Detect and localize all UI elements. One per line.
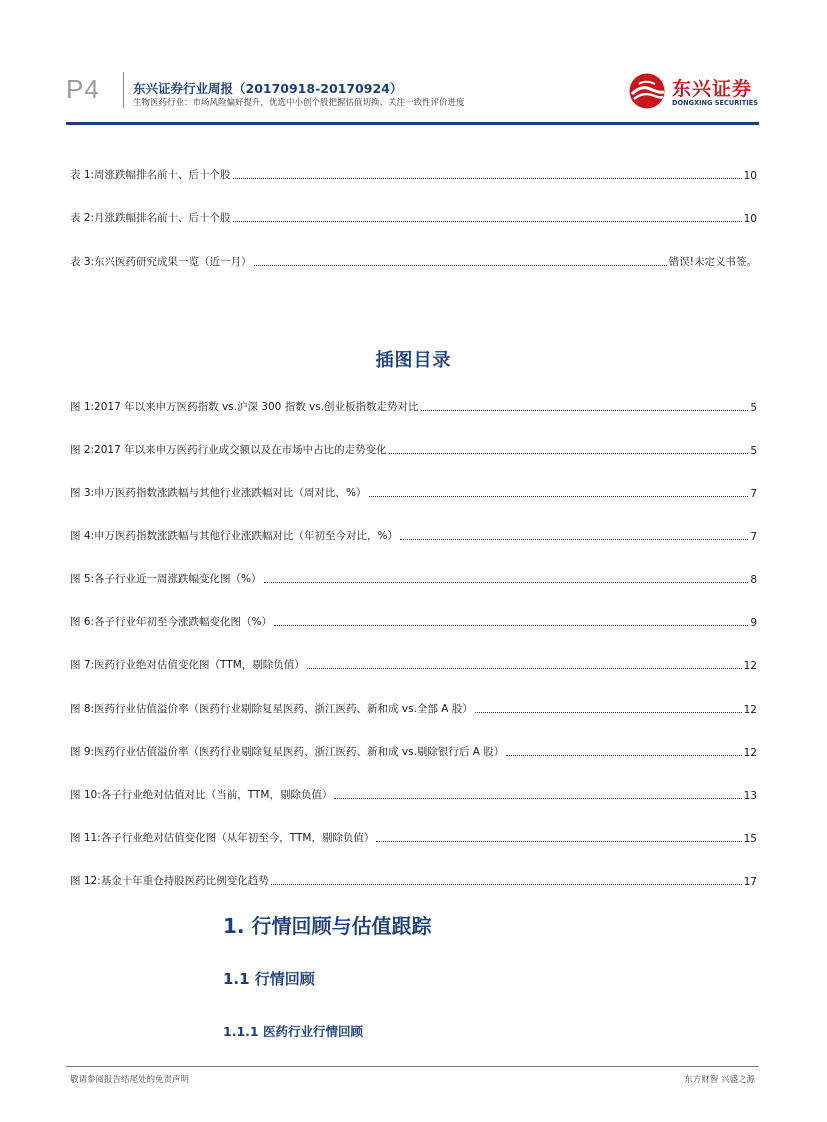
toc-entry-page: 15 <box>743 833 757 845</box>
logo-chinese-name: 东兴证券 <box>672 78 753 100</box>
toc-leader <box>475 712 742 713</box>
toc-figure-entry[interactable] <box>70 743 757 759</box>
toc-figure-entry[interactable] <box>70 527 757 543</box>
toc-leader <box>421 410 749 411</box>
toc-entry-page: 12 <box>743 704 757 716</box>
toc-entry-page: 10 <box>743 213 757 225</box>
toc-figure-entry[interactable] <box>70 613 757 629</box>
toc-table-entry[interactable] <box>70 166 757 182</box>
toc-entry-text: 表 3:东兴医药研究成果一览（近一月） <box>70 256 252 268</box>
toc-entry-text: 图 9:医药行业估值溢价率（医药行业剔除复星医药、浙江医药、新和成 vs.剔除银行后 A 股） <box>70 746 505 758</box>
logo-english-name: DONGXING SECURITIES <box>672 99 758 107</box>
heading-level-1: 1. 行情回顾与估值跟踪 <box>223 914 432 938</box>
toc-leader <box>376 841 741 842</box>
toc-entry-page: 5 <box>750 402 757 414</box>
toc-leader <box>506 755 741 756</box>
toc-entry-page: 12 <box>743 660 757 672</box>
toc-figure-entry[interactable] <box>70 872 757 888</box>
toc-leader <box>400 539 748 540</box>
toc-figure-entry[interactable] <box>70 484 757 500</box>
toc-entry-text: 图 1:2017 年以来申万医药指数 vs.沪深 300 指数 vs.创业板指数走势对比 <box>70 401 419 413</box>
toc-table-entry[interactable] <box>70 209 757 225</box>
toc-entry-text: 图 10:各子行业绝对估值对比（当前，TTM，剔除负值） <box>70 789 333 801</box>
figures-toc-title: 插图目录 <box>375 350 452 371</box>
toc-figure-entry[interactable] <box>70 656 757 672</box>
toc-leader <box>334 798 741 799</box>
report-title: 东兴证券行业周报（20170918-20170924） <box>133 81 403 96</box>
page-number: P4 <box>66 74 100 104</box>
toc-entry-text: 图 4:申万医药指数涨跌幅与其他行业涨跌幅对比（年初至今对比，%） <box>70 530 399 542</box>
heading-level-3: 1.1.1 医药行业行情回顾 <box>223 1024 363 1039</box>
toc-figure-entry[interactable] <box>70 786 757 802</box>
footer-slogan: 东方财智 兴盛之源 <box>684 1075 755 1085</box>
toc-leader <box>264 582 749 583</box>
toc-entry-page: 17 <box>743 876 757 888</box>
toc-entry-page: 7 <box>750 531 757 543</box>
logo-mark-icon <box>628 72 668 110</box>
header-divider <box>123 72 124 108</box>
toc-leader <box>307 668 742 669</box>
toc-entry-page: 错误!未定义书签。 <box>668 256 757 268</box>
toc-table-entry[interactable] <box>70 253 757 269</box>
toc-entry-text: 图 3:申万医药指数涨跌幅与其他行业涨跌幅对比（周对比，%） <box>70 487 367 499</box>
toc-leader <box>271 884 742 885</box>
toc-entry-text: 图 7:医药行业绝对估值变化图（TTM，剔除负值） <box>70 659 305 671</box>
toc-entry-text: 图 6:各子行业年初至今涨跌幅变化图（%） <box>70 616 273 628</box>
toc-entry-page: 8 <box>750 574 757 586</box>
company-logo <box>628 70 758 112</box>
toc-entry-text: 图 2:2017 年以来申万医药行业成交额以及在市场中占比的走势变化 <box>70 444 387 456</box>
toc-entry-text: 表 1:周涨跌幅排名前十、后十个股 <box>70 169 231 181</box>
toc-entry-page: 13 <box>743 790 757 802</box>
toc-entry-page: 5 <box>750 445 757 457</box>
toc-entry-text: 图 11:各子行业绝对估值变化图（从年初至今，TTM，剔除负值） <box>70 832 375 844</box>
toc-leader <box>274 625 748 626</box>
toc-entry-page: 10 <box>743 170 757 182</box>
toc-entry-text: 图 8:医药行业估值溢价率（医药行业剔除复星医药、浙江医药、新和成 vs.全部 A 股） <box>70 703 473 715</box>
toc-entry-text: 图 12:基金十年重仓持股医药比例变化趋势 <box>70 875 269 887</box>
toc-figure-entry[interactable] <box>70 700 757 716</box>
toc-entry-text: 图 5:各子行业近一周涨跌幅变化图（%） <box>70 573 262 585</box>
heading-level-2: 1.1 行情回顾 <box>223 970 315 988</box>
toc-entry-text: 表 2:月涨跌幅排名前十、后十个股 <box>70 212 231 224</box>
footer-disclaimer: 敬请参阅报告结尾处的免责声明 <box>70 1075 190 1085</box>
footer-rule <box>66 1066 759 1067</box>
toc-figure-entry[interactable] <box>70 829 757 845</box>
toc-leader <box>254 265 667 266</box>
toc-entry-page: 9 <box>750 617 757 629</box>
header-rule <box>66 122 759 125</box>
toc-leader <box>233 221 742 222</box>
toc-entry-page: 7 <box>750 488 757 500</box>
toc-figure-entry[interactable] <box>70 441 757 457</box>
toc-leader <box>389 453 749 454</box>
report-subtitle: 生物医药行业：市场风险偏好提升，优选中小创个股把握估值切换、关注一致性评价进度 <box>133 98 465 108</box>
toc-figure-entry[interactable] <box>70 570 757 586</box>
toc-leader <box>233 178 742 179</box>
toc-figure-entry[interactable] <box>70 398 757 414</box>
toc-entry-page: 12 <box>743 747 757 759</box>
toc-leader <box>369 496 749 497</box>
